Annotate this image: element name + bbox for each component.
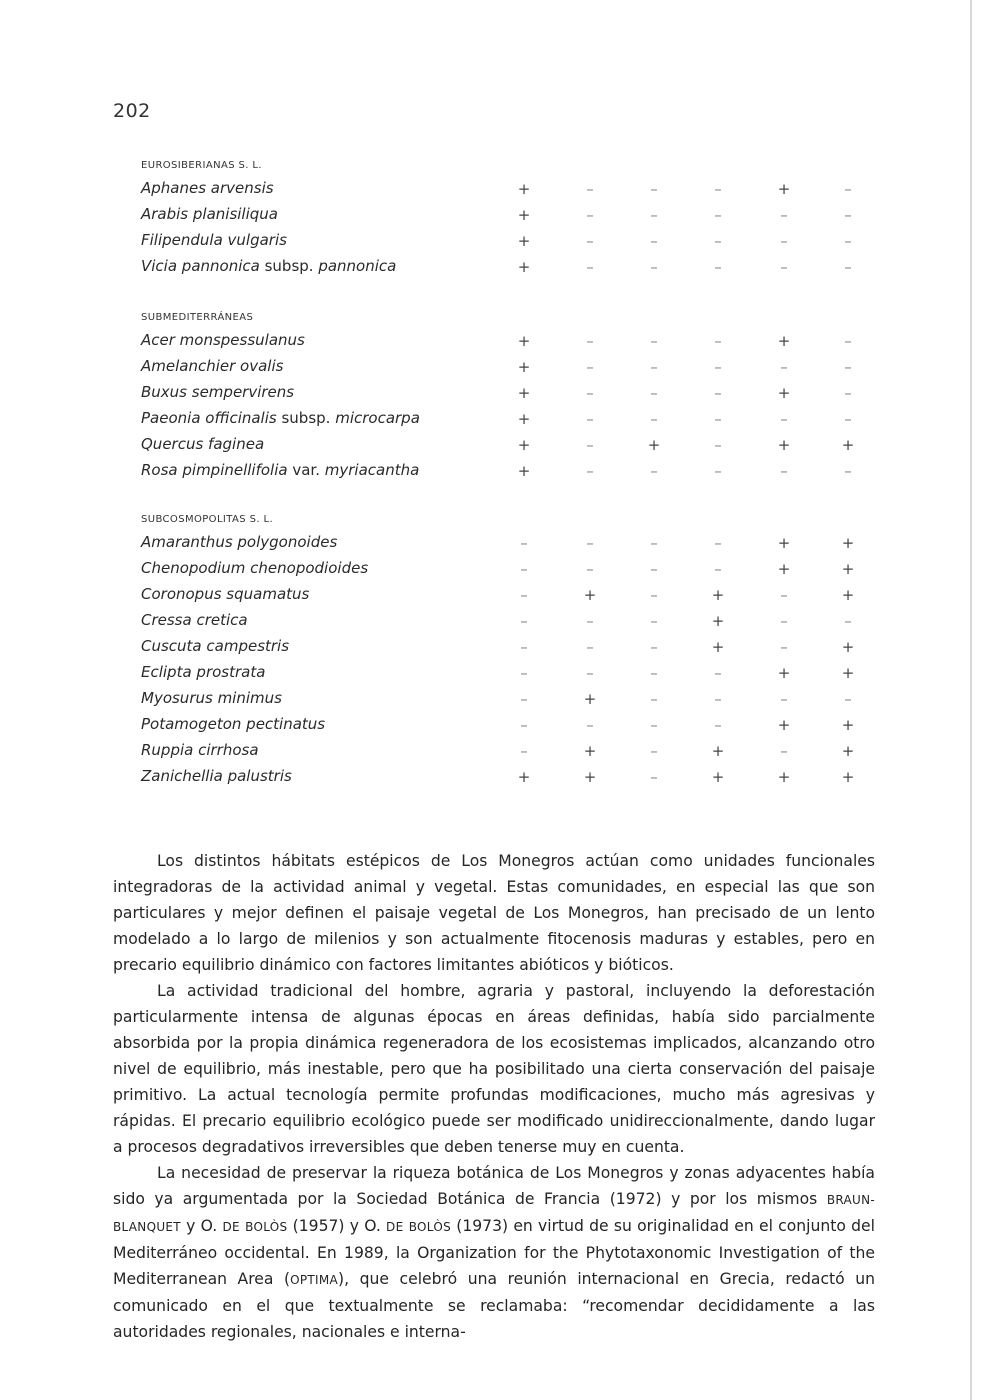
species-binomial: Quercus faginea <box>141 435 265 453</box>
table-row <box>0 231 989 253</box>
absence-mark: – <box>586 232 594 250</box>
table-row <box>0 611 989 633</box>
group-title: SUBCOSMOPOLITAS S. L. <box>141 514 274 525</box>
absence-mark: – <box>650 586 658 604</box>
species-binomial: Potamogeton pectinatus <box>141 715 326 733</box>
species-binomial: Paeonia officinalis <box>141 409 277 427</box>
species-name <box>141 231 287 249</box>
absence-mark: – <box>844 612 852 630</box>
species-name <box>141 585 309 603</box>
absence-mark: – <box>844 180 852 198</box>
species-binomial: Filipendula vulgaris <box>141 231 287 249</box>
species-binomial: Chenopodium chenopodioides <box>141 559 369 577</box>
species-name <box>141 637 289 655</box>
infraspecific-rank: subsp. <box>259 257 319 275</box>
absence-mark: – <box>714 534 722 552</box>
absence-mark: – <box>844 690 852 708</box>
absence-mark: – <box>780 462 788 480</box>
absence-mark: – <box>714 358 722 376</box>
table-row <box>0 559 989 581</box>
presence-mark: + <box>583 742 597 760</box>
author-name: BOLÒS <box>245 1220 288 1234</box>
absence-mark: – <box>780 690 788 708</box>
absence-mark: – <box>586 462 594 480</box>
species-name <box>141 357 283 375</box>
species-binomial: Cuscuta campestris <box>141 637 290 655</box>
absence-mark: – <box>780 586 788 604</box>
absence-mark: – <box>714 410 722 428</box>
absence-mark: – <box>586 206 594 224</box>
absence-mark: – <box>650 716 658 734</box>
presence-mark: + <box>841 534 855 552</box>
species-name <box>141 257 396 275</box>
absence-mark: – <box>650 332 658 350</box>
presence-mark: + <box>777 716 791 734</box>
presence-mark: + <box>517 332 531 350</box>
species-binomial: Buxus sempervirens <box>141 383 295 401</box>
species-binomial: Arabis planisiliqua <box>141 205 278 223</box>
absence-mark: – <box>714 232 722 250</box>
infraspecific-epithet: myriacantha <box>324 461 420 479</box>
page-number: 202 <box>113 100 151 122</box>
presence-mark: + <box>711 638 725 656</box>
absence-mark: – <box>520 716 528 734</box>
absence-mark: – <box>780 232 788 250</box>
table-row <box>0 637 989 659</box>
absence-mark: – <box>586 358 594 376</box>
paragraph-3-text: La necesidad de preservar la riqueza botánica de Los Monegros y zonas adyacentes había sido ya argumentada por la Sociedad Botánica de Francia (1972) y por los mismos <box>113 1164 875 1208</box>
presence-mark: + <box>841 742 855 760</box>
table-row <box>0 663 989 685</box>
absence-mark: – <box>650 560 658 578</box>
presence-mark: + <box>711 612 725 630</box>
absence-mark: – <box>520 612 528 630</box>
absence-mark: – <box>650 384 658 402</box>
absence-mark: – <box>714 206 722 224</box>
table-row <box>0 383 989 405</box>
species-name <box>141 689 282 707</box>
absence-mark: – <box>714 664 722 682</box>
presence-mark: + <box>517 258 531 276</box>
infraspecific-epithet: microcarpa <box>335 409 420 427</box>
presence-mark: + <box>777 332 791 350</box>
absence-mark: – <box>650 462 658 480</box>
species-binomial: Myosurus minimus <box>141 689 282 707</box>
author-particle: DE <box>386 1220 404 1234</box>
absence-mark: – <box>586 180 594 198</box>
absence-mark: – <box>520 638 528 656</box>
species-name <box>141 741 259 759</box>
species-binomial: Acer monspessulanus <box>141 331 305 349</box>
absence-mark: – <box>586 560 594 578</box>
species-name <box>141 715 325 733</box>
absence-mark: – <box>714 180 722 198</box>
absence-mark: – <box>780 206 788 224</box>
presence-mark: + <box>517 206 531 224</box>
absence-mark: – <box>586 716 594 734</box>
absence-mark: – <box>650 664 658 682</box>
presence-mark: + <box>841 586 855 604</box>
absence-mark: – <box>714 258 722 276</box>
table-row <box>0 689 989 711</box>
presence-mark: + <box>517 768 531 786</box>
species-binomial: Vicia pannonica <box>141 257 260 275</box>
paragraph-3-text: (1973) en virtud de su originalidad en el conjunto del Mediterráneo occidental. En 1989, la Organization for the Phytotaxonomic Investigation of the Mediterranean Area ( <box>113 1217 875 1288</box>
presence-mark: + <box>517 410 531 428</box>
body-text <box>113 848 875 1345</box>
presence-mark: + <box>777 436 791 454</box>
absence-mark: – <box>586 638 594 656</box>
presence-mark: + <box>583 768 597 786</box>
absence-mark: – <box>650 612 658 630</box>
absence-mark: – <box>714 462 722 480</box>
species-binomial: Aphanes arvensis <box>141 179 274 197</box>
table-row <box>0 533 989 555</box>
group-title: SUBMEDITERRÁNEAS <box>141 312 254 323</box>
species-binomial: Eclipta prostrata <box>141 663 266 681</box>
species-name <box>141 435 264 453</box>
absence-mark: – <box>780 742 788 760</box>
species-name <box>141 205 278 223</box>
paragraph-1: Los distintos hábitats estépicos de Los Monegros actúan como unidades funcionales integradoras de la actividad animal y vegetal. Estas comunidades, en especial las que son particulares y mejor definen el paisaje vegetal de Los Monegros, han precisado de un lento modelado a lo largo de milenios y son actualmente fitocenosis maduras y estables, pero en precario equilibrio dinámico con factores limitantes abióticos y bióticos. <box>113 852 875 974</box>
absence-mark: – <box>520 664 528 682</box>
absence-mark: – <box>780 258 788 276</box>
absence-mark: – <box>650 410 658 428</box>
table-row <box>0 461 989 483</box>
presence-mark: + <box>711 742 725 760</box>
species-name <box>141 559 368 577</box>
absence-mark: – <box>844 332 852 350</box>
absence-mark: – <box>844 384 852 402</box>
absence-mark: – <box>650 534 658 552</box>
absence-mark: – <box>714 332 722 350</box>
absence-mark: – <box>714 436 722 454</box>
paragraph-3 <box>113 1160 875 1345</box>
species-binomial: Ruppia cirrhosa <box>141 741 259 759</box>
absence-mark: – <box>844 232 852 250</box>
table-row <box>0 741 989 763</box>
absence-mark: – <box>520 560 528 578</box>
absence-mark: – <box>586 612 594 630</box>
presence-mark: + <box>841 768 855 786</box>
absence-mark: – <box>520 586 528 604</box>
presence-mark: + <box>841 436 855 454</box>
absence-mark: – <box>650 742 658 760</box>
presence-mark: + <box>517 436 531 454</box>
absence-mark: – <box>844 258 852 276</box>
species-name <box>141 383 294 401</box>
presence-mark: + <box>777 180 791 198</box>
presence-mark: + <box>517 384 531 402</box>
paragraph-2: La actividad tradicional del hombre, agraria y pastoral, incluyendo la deforestación particularmente intensa de algunas épocas en áreas definidas, había sido parcialmente absorbida por la propia dinámica regeneradora de los ecosistemas implicados, alcanzando otro nivel de equilibrio, más inestable, pero que ha posibilitado una cierta conservación del paisaje primitivo. La actual tecnología permite profundas modificaciones, mucho más agresivas y rápidas. El precario equilibrio ecológico puede ser modificado unidireccionalmente, dando lugar a procesos degradativos irreversibles que deben tenerse muy en cuenta. <box>113 982 875 1156</box>
absence-mark: – <box>520 534 528 552</box>
presence-mark: + <box>583 690 597 708</box>
species-binomial: Rosa pimpinellifolia <box>141 461 288 479</box>
absence-mark: – <box>650 258 658 276</box>
presence-mark: + <box>517 232 531 250</box>
table-row <box>0 331 989 353</box>
table-row <box>0 257 989 279</box>
species-binomial: Coronopus squamatus <box>141 585 310 603</box>
table-row <box>0 357 989 379</box>
paragraph-3-text: (1957) y O. <box>287 1217 387 1235</box>
author-particle: DE <box>222 1220 240 1234</box>
presence-mark: + <box>777 534 791 552</box>
absence-mark: – <box>844 410 852 428</box>
absence-mark: – <box>586 332 594 350</box>
presence-mark: + <box>647 436 661 454</box>
absence-mark: – <box>650 638 658 656</box>
paragraph-3-text: ), que celebró una reunión internacional en Grecia, redactó un comunicado en el que textualmente se reclamaba: “recomendar decididamente a las autoridades regionales, nacionales e interna- <box>113 1270 876 1341</box>
author-name: BRAUN-BLANQUET <box>113 1193 875 1234</box>
presence-mark: + <box>583 586 597 604</box>
absence-mark: – <box>714 690 722 708</box>
absence-mark: – <box>650 358 658 376</box>
species-name <box>141 533 337 551</box>
presence-mark: + <box>777 664 791 682</box>
absence-mark: – <box>586 664 594 682</box>
species-name <box>141 767 292 785</box>
absence-mark: – <box>586 410 594 428</box>
absence-mark: – <box>844 206 852 224</box>
species-name <box>141 663 265 681</box>
presence-mark: + <box>841 664 855 682</box>
species-name <box>141 179 274 197</box>
species-binomial: Amelanchier ovalis <box>141 357 284 375</box>
presence-mark: + <box>777 560 791 578</box>
absence-mark: – <box>714 384 722 402</box>
infraspecific-rank: var. <box>287 461 325 479</box>
species-binomial: Zanichellia palustris <box>141 767 292 785</box>
species-name <box>141 611 248 629</box>
absence-mark: – <box>586 534 594 552</box>
absence-mark: – <box>586 258 594 276</box>
presence-mark: + <box>777 384 791 402</box>
paragraph-3-text: y O. <box>180 1217 223 1235</box>
absence-mark: – <box>780 638 788 656</box>
absence-mark: – <box>780 612 788 630</box>
presence-mark: + <box>517 462 531 480</box>
absence-mark: – <box>844 462 852 480</box>
species-name <box>141 461 419 479</box>
absence-mark: – <box>520 690 528 708</box>
author-name: BOLÒS <box>408 1220 451 1234</box>
absence-mark: – <box>714 560 722 578</box>
table-row <box>0 409 989 431</box>
presence-mark: + <box>841 560 855 578</box>
species-name <box>141 331 305 349</box>
absence-mark: – <box>650 690 658 708</box>
absence-mark: – <box>650 180 658 198</box>
presence-mark: + <box>841 716 855 734</box>
absence-mark: – <box>586 384 594 402</box>
table-row <box>0 205 989 227</box>
presence-mark: + <box>777 768 791 786</box>
table-row <box>0 767 989 789</box>
absence-mark: – <box>650 768 658 786</box>
absence-mark: – <box>714 716 722 734</box>
absence-mark: – <box>844 358 852 376</box>
table-row <box>0 715 989 737</box>
absence-mark: – <box>780 410 788 428</box>
table-row <box>0 179 989 201</box>
species-name <box>141 409 420 427</box>
absence-mark: – <box>650 206 658 224</box>
table-row <box>0 585 989 607</box>
absence-mark: – <box>586 436 594 454</box>
species-binomial: Cressa cretica <box>141 611 248 629</box>
presence-mark: + <box>841 638 855 656</box>
infraspecific-epithet: pannonica <box>318 257 397 275</box>
table-row <box>0 435 989 457</box>
infraspecific-rank: subsp. <box>276 409 336 427</box>
presence-mark: + <box>711 586 725 604</box>
organization-acronym: OPTIMA <box>290 1273 339 1287</box>
presence-mark: + <box>517 358 531 376</box>
presence-mark: + <box>517 180 531 198</box>
absence-mark: – <box>650 232 658 250</box>
species-binomial: Amaranthus polygonoides <box>141 533 338 551</box>
presence-mark: + <box>711 768 725 786</box>
absence-mark: – <box>780 358 788 376</box>
absence-mark: – <box>520 742 528 760</box>
group-title: EUROSIBERIANAS S. L. <box>141 160 262 171</box>
